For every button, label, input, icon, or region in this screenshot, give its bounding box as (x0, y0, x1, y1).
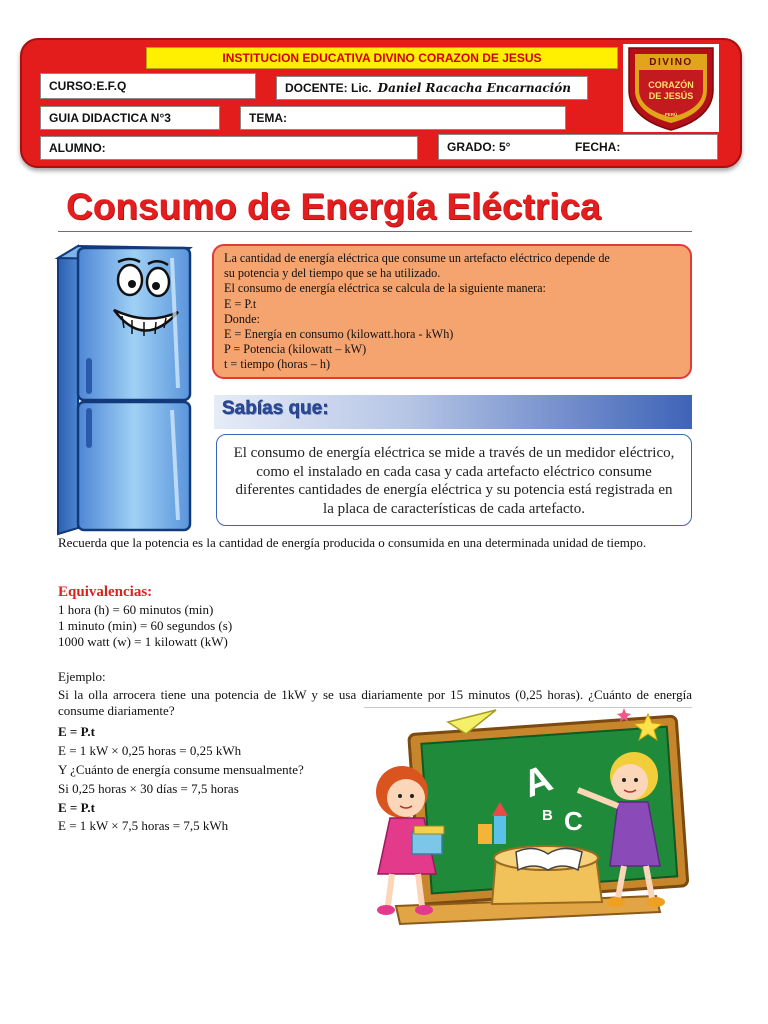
definition-line: t = tiempo (horas – h) (224, 357, 331, 372)
equivalencia-item: 1000 watt (w) = 1 kilowatt (kW) (58, 634, 228, 649)
definition-line: La cantidad de energía eléctrica que consume un artefacto eléctrico depende de (224, 251, 610, 265)
formula-1: E = P.t (58, 724, 95, 739)
fridge-illustration (52, 238, 202, 538)
fecha-label: FECHA: (575, 140, 621, 154)
step-2: Si 0,25 horas × 30 días = 7,5 horas (58, 781, 239, 796)
calc-2: E = 1 kW × 7,5 horas = 7,5 kWh (58, 818, 229, 833)
alumno-field: ALUMNO: (40, 136, 418, 160)
question-2: Y ¿Cuánto de energía consume mensualmente? (58, 762, 304, 777)
definition-line: E = Energía en consumo (kilowatt.hora - kWh) (224, 327, 454, 342)
guia-field: GUIA DIDACTICA N°3 (40, 106, 220, 130)
definition-line: Donde: (224, 311, 260, 326)
definition-line: El consumo de energía eléctrica se calcula de la siguiente manera: (224, 281, 546, 296)
curso-field: CURSO:E.F.Q (40, 73, 256, 99)
logo-top-text: DIVINO (649, 57, 693, 68)
sabias-heading: Sabías que: (222, 398, 329, 419)
definition-box (212, 244, 692, 379)
sabias-box: El consumo de energía eléctrica se mide a través de un medidor eléctrico, como el instalado en cada casa y cada artefacto eléctrico consume diferentes cantidades de energía eléctrica y su potencia está registrada en la placa de características de cada artefacto. (216, 434, 692, 526)
grado-label: GRADO: 5° (447, 140, 511, 154)
docente-name: Daniel Racacha Encarnación (377, 81, 571, 95)
school-logo (623, 44, 719, 132)
formula-2: E = P.t (58, 800, 95, 815)
grado-fecha-field (438, 134, 718, 160)
board-letter-c: C (564, 806, 583, 836)
ejemplo-label: Ejemplo: (58, 669, 106, 684)
ejemplo-question: Si la olla arrocera tiene una potencia de 1kW y se usa diariamente por 15 minutos (0,25 horas). ¿Cuánto de energía consume diariamente? (58, 687, 692, 718)
docente-field (276, 76, 588, 100)
definition-line: E = P.t (224, 296, 257, 311)
board-letter-b: B (542, 807, 553, 824)
classroom-illustration (356, 706, 696, 946)
equivalencia-item: 1 hora (h) = 60 minutos (min) (58, 602, 214, 617)
definition-line: P = Potencia (kilowatt – kW) (224, 342, 367, 357)
title-underline (58, 231, 692, 232)
equivalencia-item: 1 minuto (min) = 60 segundos (s) (58, 618, 233, 633)
calc-1: E = 1 kW × 0,25 horas = 0,25 kWh (58, 743, 242, 758)
docente-label: DOCENTE: Lic. (285, 81, 372, 95)
board-letter-a: A (517, 757, 558, 807)
logo-line2-text: DE JESÚS (648, 91, 694, 101)
recuerda-paragraph: Recuerda que la potencia es la cantidad de energía producida o consumida en una determinada unidad de tiempo. (58, 535, 647, 550)
logo-line1-text: CORAZÓN (648, 80, 694, 90)
tema-field: TEMA: (240, 106, 566, 130)
definition-line: su potencia y del tiempo que se ha utilizado. (224, 266, 441, 281)
page-title: Consumo de Energía Eléctrica (66, 186, 601, 227)
equivalencias-title: Equivalencias: (58, 584, 153, 600)
institution-title: INSTITUCION EDUCATIVA DIVINO CORAZON DE JESUS (146, 47, 618, 69)
logo-bottom-text: PERÚ (664, 112, 678, 117)
